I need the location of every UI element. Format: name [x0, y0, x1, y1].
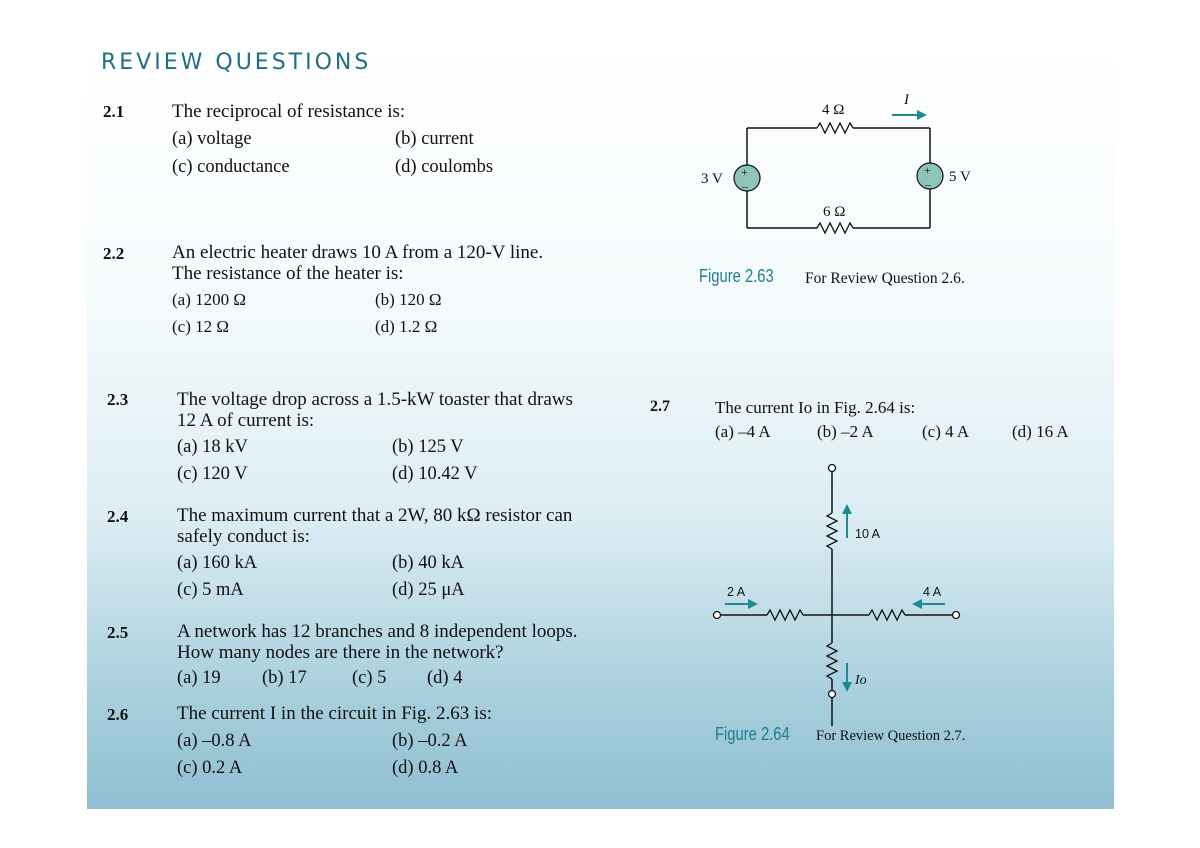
question-text: An electric heater draws 10 A from a 120-V line.	[172, 242, 544, 263]
svg-text:–: –	[925, 177, 931, 191]
question-number: 2.1	[103, 102, 125, 121]
option-b: (b) 120 Ω	[375, 290, 442, 309]
resistor-top-label: 4 Ω	[822, 102, 845, 118]
figure-2-63-circuit	[697, 88, 987, 238]
svg-text:–: –	[742, 179, 748, 193]
option-b: (b) 17	[262, 668, 307, 688]
source-left-label: 3 V	[701, 171, 723, 187]
option-c: (c) 4 A	[922, 422, 970, 441]
question-text: How many nodes are there in the network?	[177, 642, 504, 663]
option-b: (b) –2 A	[817, 422, 874, 441]
figure-2-63-label: Figure 2.63	[699, 266, 774, 286]
option-d: (d) 25 μA	[392, 580, 465, 600]
resistor-bottom-label: 6 Ω	[823, 204, 846, 220]
current-right-label: 4 A	[923, 585, 942, 599]
question-number: 2.6	[107, 705, 129, 724]
option-a: (a) voltage	[172, 129, 252, 149]
option-b: (b) current	[395, 129, 474, 149]
option-c: (c) 5 mA	[177, 580, 244, 600]
option-b: (b) –0.2 A	[392, 731, 468, 751]
option-d: (d) 4	[427, 668, 463, 688]
question-text: The maximum current that a 2W, 80 kΩ resistor can	[177, 505, 573, 526]
question-text: The reciprocal of resistance is:	[172, 101, 406, 122]
svg-text:+: +	[741, 165, 748, 179]
option-d: (d) 1.2 Ω	[375, 317, 438, 336]
question-text: The current I in the circuit in Fig. 2.63 is:	[177, 703, 493, 724]
option-a: (a) 18 kV	[177, 437, 248, 457]
question-text: 12 A of current is:	[177, 410, 315, 431]
option-a: (a) –0.8 A	[177, 731, 252, 751]
option-c: (c) 5	[352, 668, 387, 688]
current-left-label: 2 A	[727, 585, 746, 599]
option-b: (b) 40 kA	[392, 553, 464, 573]
option-d: (d) coulombs	[395, 157, 494, 177]
option-d: (d) 10.42 V	[392, 464, 478, 484]
slide	[87, 38, 1114, 809]
option-b: (b) 125 V	[392, 437, 464, 457]
question-text: A network has 12 branches and 8 independent loops.	[177, 621, 578, 642]
source-right-label: 5 V	[949, 169, 971, 185]
question-number: 2.4	[107, 507, 129, 526]
current-label: I	[904, 92, 909, 108]
question-text: The resistance of the heater is:	[172, 263, 404, 284]
option-a: (a) 160 kA	[177, 553, 258, 573]
current-bottom-label: Io	[855, 673, 867, 688]
option-c: (c) 120 V	[177, 464, 248, 484]
option-a: (a) 1200 Ω	[172, 290, 247, 309]
question-text: The current Io in Fig. 2.64 is:	[715, 398, 916, 417]
question-number: 2.7	[650, 398, 670, 415]
question-number: 2.2	[103, 244, 125, 263]
figure-2-64-label: Figure 2.64	[715, 724, 790, 744]
option-d: (d) 0.8 A	[392, 758, 459, 778]
svg-text:+: +	[924, 163, 931, 177]
option-a: (a) 19	[177, 668, 221, 688]
option-a: (a) –4 A	[715, 422, 771, 441]
question-text: safely conduct is:	[177, 526, 310, 547]
figure-2-64-circuit	[707, 458, 967, 708]
slide-title: REVIEW QUESTIONS	[101, 50, 372, 75]
question-number: 2.5	[107, 623, 129, 642]
question-number: 2.3	[107, 390, 129, 409]
question-text: The voltage drop across a 1.5-kW toaster that draws	[177, 389, 573, 410]
current-top-label: 10 A	[855, 527, 881, 541]
figure-2-64-caption: For Review Question 2.7.	[816, 728, 966, 744]
option-d: (d) 16 A	[1012, 422, 1069, 441]
option-c: (c) 0.2 A	[177, 758, 243, 778]
option-c: (c) 12 Ω	[172, 317, 230, 336]
option-c: (c) conductance	[172, 157, 290, 177]
figure-2-63-caption: For Review Question 2.6.	[805, 270, 965, 287]
